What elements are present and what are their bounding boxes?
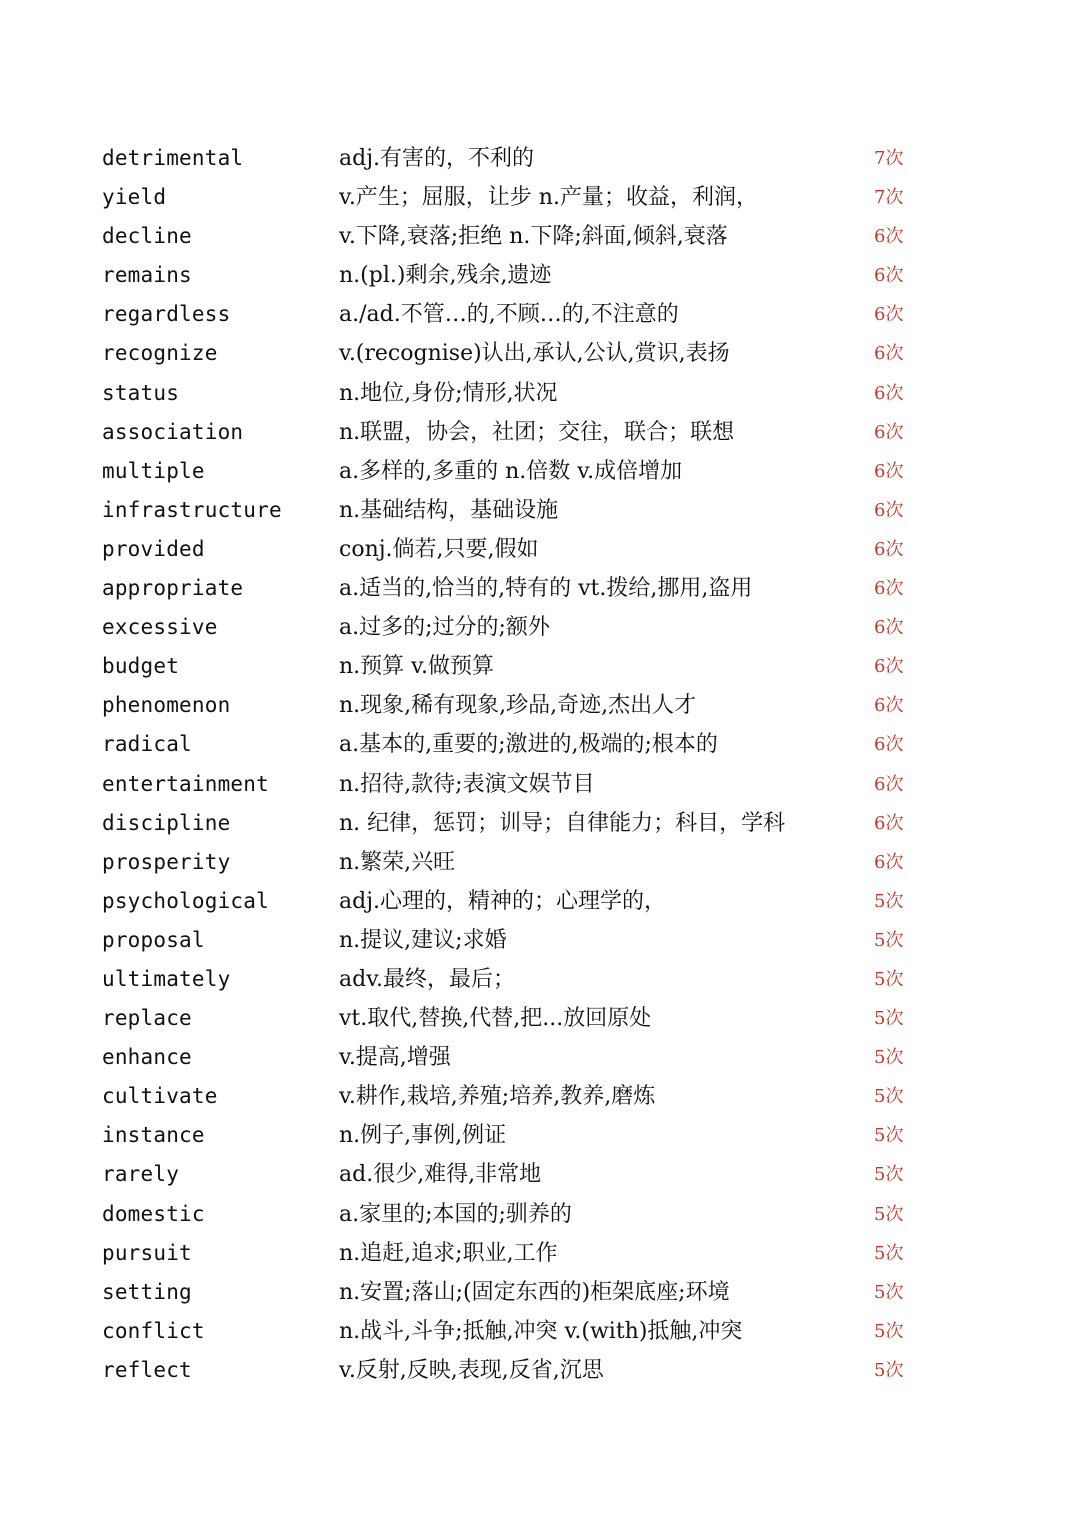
vocab-frequency-count: 5次 (874, 1203, 904, 1225)
vocab-frequency-count: 6次 (874, 578, 904, 600)
vocab-frequency-count: 6次 (874, 460, 904, 482)
vocab-word: provided (102, 536, 205, 561)
vocab-row (0, 217, 1080, 256)
vocab-frequency-count: 7次 (874, 148, 904, 169)
vocab-word: cultivate (102, 1084, 218, 1109)
vocab-meaning: n.基础结构，基础设施 (339, 497, 559, 523)
vocab-frequency-count: 5次 (874, 1320, 904, 1342)
vocab-frequency-count: 5次 (874, 1008, 904, 1030)
vocab-word: excessive (102, 615, 218, 640)
vocab-row (0, 882, 1080, 921)
vocab-frequency-count: 5次 (874, 1086, 904, 1108)
vocab-meaning: v.下降,衰落;拒绝 n.下降;斜面,倾斜,衰落 (339, 224, 728, 250)
vocab-meaning: n.预算 v.做预算 (339, 654, 494, 680)
vocab-meaning: n.地位,身份;情形,状况 (339, 380, 558, 406)
vocab-word: regardless (102, 302, 231, 327)
vocab-word: budget (102, 654, 180, 679)
vocab-row (0, 647, 1080, 686)
vocab-row (0, 256, 1080, 295)
vocab-meaning: v.(recognise)认出,承认,公认,赏识,表扬 (339, 341, 730, 367)
vocab-meaning: n.战斗,斗争;抵触,冲突 v.(with)抵触,冲突 (339, 1318, 743, 1344)
vocab-frequency-count: 5次 (874, 968, 904, 990)
vocab-frequency-count: 6次 (874, 343, 904, 365)
vocab-meaning: n.(pl.)剩余,残余,遗迹 (339, 263, 552, 289)
vocab-meaning: n.提议,建议;求婚 (339, 927, 507, 953)
vocab-row (0, 804, 1080, 843)
vocab-frequency-count: 5次 (874, 929, 904, 951)
vocab-row (0, 960, 1080, 999)
vocab-row (0, 725, 1080, 764)
vocab-word: prosperity (102, 849, 231, 874)
vocab-meaning: adj.心理的，精神的；心理学的， (339, 888, 667, 914)
vocab-word: rarely (102, 1162, 180, 1187)
vocab-word: association (102, 419, 244, 444)
vocab-frequency-count: 5次 (874, 1242, 904, 1264)
vocab-word: entertainment (102, 771, 269, 796)
vocab-meaning: v.反射,反映,表现,反省,沉思 (339, 1357, 604, 1383)
vocab-word: yield (102, 185, 167, 210)
vocab-row (0, 1155, 1080, 1194)
vocab-frequency-count: 6次 (874, 265, 904, 287)
vocab-frequency-count: 6次 (874, 382, 904, 404)
vocab-row (0, 1273, 1080, 1312)
vocab-row (0, 1195, 1080, 1234)
vocab-row (0, 1234, 1080, 1273)
vocab-meaning: v.产生；屈服，让步 n.产量；收益，利润， (339, 185, 758, 211)
vocab-meaning: adj.有害的，不利的 (339, 146, 535, 171)
vocab-meaning: n. 纪律，惩罚；训导；自律能力；科目，学科 (339, 810, 786, 836)
vocab-frequency-count: 6次 (874, 538, 904, 560)
vocab-row (0, 139, 1080, 178)
vocab-frequency-count: 6次 (874, 734, 904, 756)
vocab-row (0, 1116, 1080, 1155)
vocab-meaning: vt.取代,替换,代替,把...放回原处 (339, 1006, 652, 1032)
vocab-row (0, 921, 1080, 960)
vocab-word: multiple (102, 458, 205, 483)
vocab-row (0, 686, 1080, 725)
vocab-word: remains (102, 263, 192, 288)
vocab-frequency-count: 6次 (874, 656, 904, 678)
vocab-meaning: n.现象,稀有现象,珍品,奇迹,杰出人才 (339, 693, 697, 719)
vocab-word: status (102, 380, 180, 405)
vocab-meaning: v.耕作,栽培,养殖;培养,教养,磨炼 (339, 1084, 656, 1110)
vocab-word: radical (102, 732, 192, 757)
vocab-meaning: adv.最终，最后； (339, 966, 516, 992)
vocab-meaning: a.基本的,重要的;激进的,极端的;根本的 (339, 732, 718, 758)
vocab-row (0, 491, 1080, 530)
vocab-row (0, 413, 1080, 452)
vocab-row (0, 569, 1080, 608)
vocab-row (0, 765, 1080, 804)
vocab-word: domestic (102, 1201, 205, 1226)
vocab-word: appropriate (102, 576, 244, 601)
vocab-word: decline (102, 224, 192, 249)
vocab-frequency-count: 6次 (874, 421, 904, 443)
vocabulary-list (0, 139, 1080, 1390)
vocab-frequency-count: 7次 (874, 187, 904, 209)
vocab-word: infrastructure (102, 497, 282, 522)
vocab-meaning: a.多样的,多重的 n.倍数 v.成倍增加 (339, 458, 683, 484)
vocab-row (0, 374, 1080, 413)
vocab-row (0, 1077, 1080, 1116)
vocab-word: conflict (102, 1318, 205, 1343)
vocab-row (0, 452, 1080, 491)
vocab-row (0, 530, 1080, 569)
vocab-meaning: a.适当的,恰当的,特有的 vt.拨给,挪用,盗用 (339, 576, 753, 602)
vocab-row (0, 843, 1080, 882)
vocab-word: instance (102, 1123, 205, 1148)
vocab-meaning: n.追赶,追求;职业,工作 (339, 1240, 558, 1266)
vocab-frequency-count: 5次 (874, 1281, 904, 1303)
vocab-meaning: v.提高,增强 (339, 1045, 451, 1071)
vocab-word: detrimental (102, 146, 244, 170)
vocab-word: recognize (102, 341, 218, 366)
vocab-word: replace (102, 1006, 192, 1031)
vocab-meaning: a.家里的;本国的;驯养的 (339, 1201, 572, 1227)
vocab-frequency-count: 6次 (874, 617, 904, 639)
vocab-meaning: a./ad.不管…的,不顾…的,不注意的 (339, 302, 679, 328)
vocab-frequency-count: 6次 (874, 812, 904, 834)
vocab-row (0, 334, 1080, 373)
vocab-word: proposal (102, 927, 205, 952)
vocab-frequency-count: 6次 (874, 226, 904, 248)
vocab-frequency-count: 5次 (874, 1125, 904, 1147)
vocab-word: ultimately (102, 966, 231, 991)
vocab-row (0, 608, 1080, 647)
vocab-row (0, 295, 1080, 334)
vocab-word: setting (102, 1279, 192, 1304)
vocab-word: pursuit (102, 1240, 192, 1265)
vocab-meaning: n.安置;落山;(固定东西的)柜架底座;环境 (339, 1279, 730, 1305)
vocab-frequency-count: 6次 (874, 695, 904, 717)
vocab-word: reflect (102, 1357, 192, 1382)
vocab-word: phenomenon (102, 693, 231, 718)
vocab-row (0, 178, 1080, 217)
vocab-meaning: n.联盟，协会，社团；交往，联合；联想 (339, 419, 735, 445)
vocab-row (0, 1351, 1080, 1390)
vocab-word: discipline (102, 810, 231, 835)
vocab-frequency-count: 5次 (874, 890, 904, 912)
vocab-row (0, 1038, 1080, 1077)
vocab-frequency-count: 6次 (874, 851, 904, 873)
vocab-word: enhance (102, 1045, 192, 1070)
vocab-frequency-count: 5次 (874, 1164, 904, 1186)
vocab-row (0, 999, 1080, 1038)
vocab-meaning: n.例子,事例,例证 (339, 1123, 507, 1149)
vocab-frequency-count: 6次 (874, 304, 904, 326)
vocab-frequency-count: 5次 (874, 1359, 904, 1381)
vocab-meaning: a.过多的;过分的;额外 (339, 615, 550, 641)
vocab-meaning: n.招待,款待;表演文娱节目 (339, 771, 595, 797)
vocab-word: psychological (102, 888, 269, 913)
vocab-frequency-count: 6次 (874, 773, 904, 795)
vocab-meaning: ad.很少,难得,非常地 (339, 1162, 542, 1188)
vocab-frequency-count: 5次 (874, 1047, 904, 1069)
vocab-meaning: n.繁荣,兴旺 (339, 849, 456, 875)
vocab-meaning: conj.倘若,只要,假如 (339, 536, 539, 562)
vocab-frequency-count: 6次 (874, 499, 904, 521)
vocab-row (0, 1312, 1080, 1351)
